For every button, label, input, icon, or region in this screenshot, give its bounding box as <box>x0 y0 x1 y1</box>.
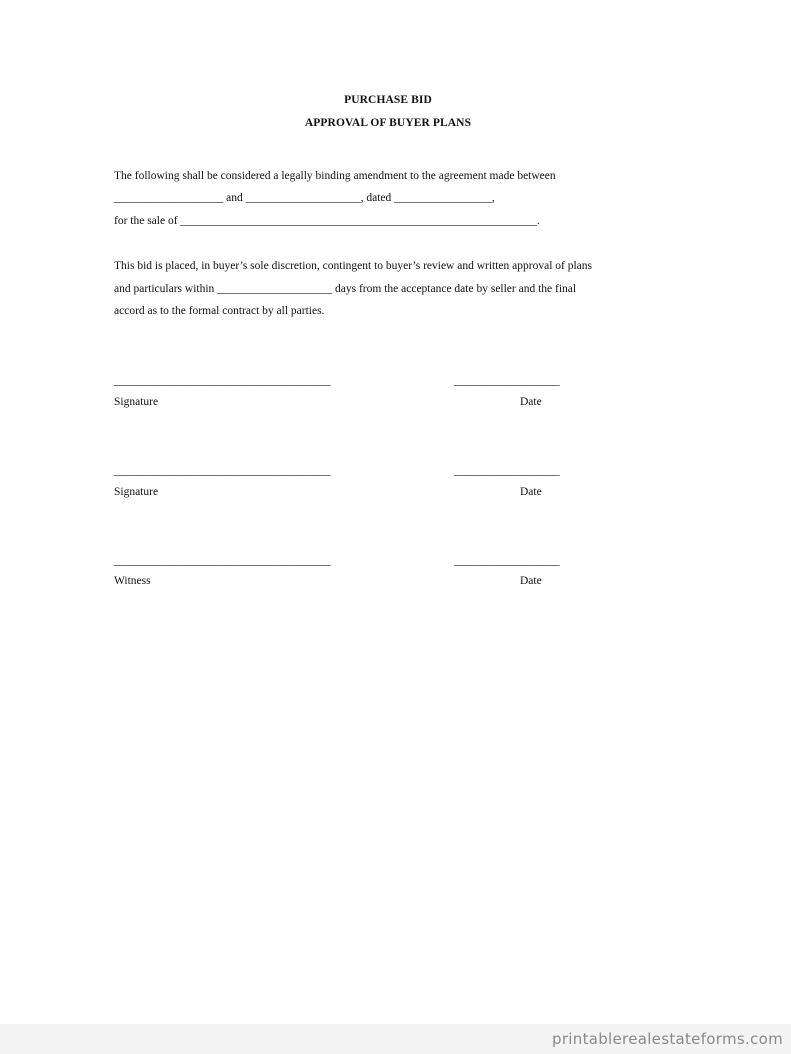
signature-line: _______________________________________ <box>114 465 331 477</box>
date-line: ___________________ <box>454 465 560 477</box>
paragraph-1-line-3: for the sale of ______________________________________________________________. <box>114 215 540 227</box>
date-label: Date <box>520 396 542 408</box>
date-line: ___________________ <box>454 555 560 567</box>
date-line: ___________________ <box>454 375 560 387</box>
document-subtitle: APPROVAL OF BUYER PLANS <box>304 117 472 129</box>
paragraph-2-line-1: This bid is placed, in buyer’s sole discretion, contingent to buyer’s review and written approval of plans <box>114 260 592 272</box>
date-label: Date <box>520 575 542 587</box>
paragraph-1-line-1: The following shall be considered a legally binding amendment to the agreement made between <box>114 170 556 182</box>
paragraph-1-line-2: ___________________ and ____________________, dated _________________, <box>114 192 495 204</box>
paragraph-2-line-3: accord as to the formal contract by all parties. <box>114 305 325 317</box>
witness-line: _______________________________________ <box>114 555 331 567</box>
signature-label: Signature <box>114 396 159 408</box>
watermark: printablerealestateforms.com <box>552 1030 783 1048</box>
paragraph-2-line-2: and particulars within ____________________ days from the acceptance date by seller and the final <box>114 283 577 295</box>
witness-label: Witness <box>114 575 151 587</box>
signature-label: Signature <box>114 486 159 498</box>
signature-line: _______________________________________ <box>114 375 331 387</box>
document-title: PURCHASE BID <box>344 94 432 106</box>
date-label: Date <box>520 486 542 498</box>
